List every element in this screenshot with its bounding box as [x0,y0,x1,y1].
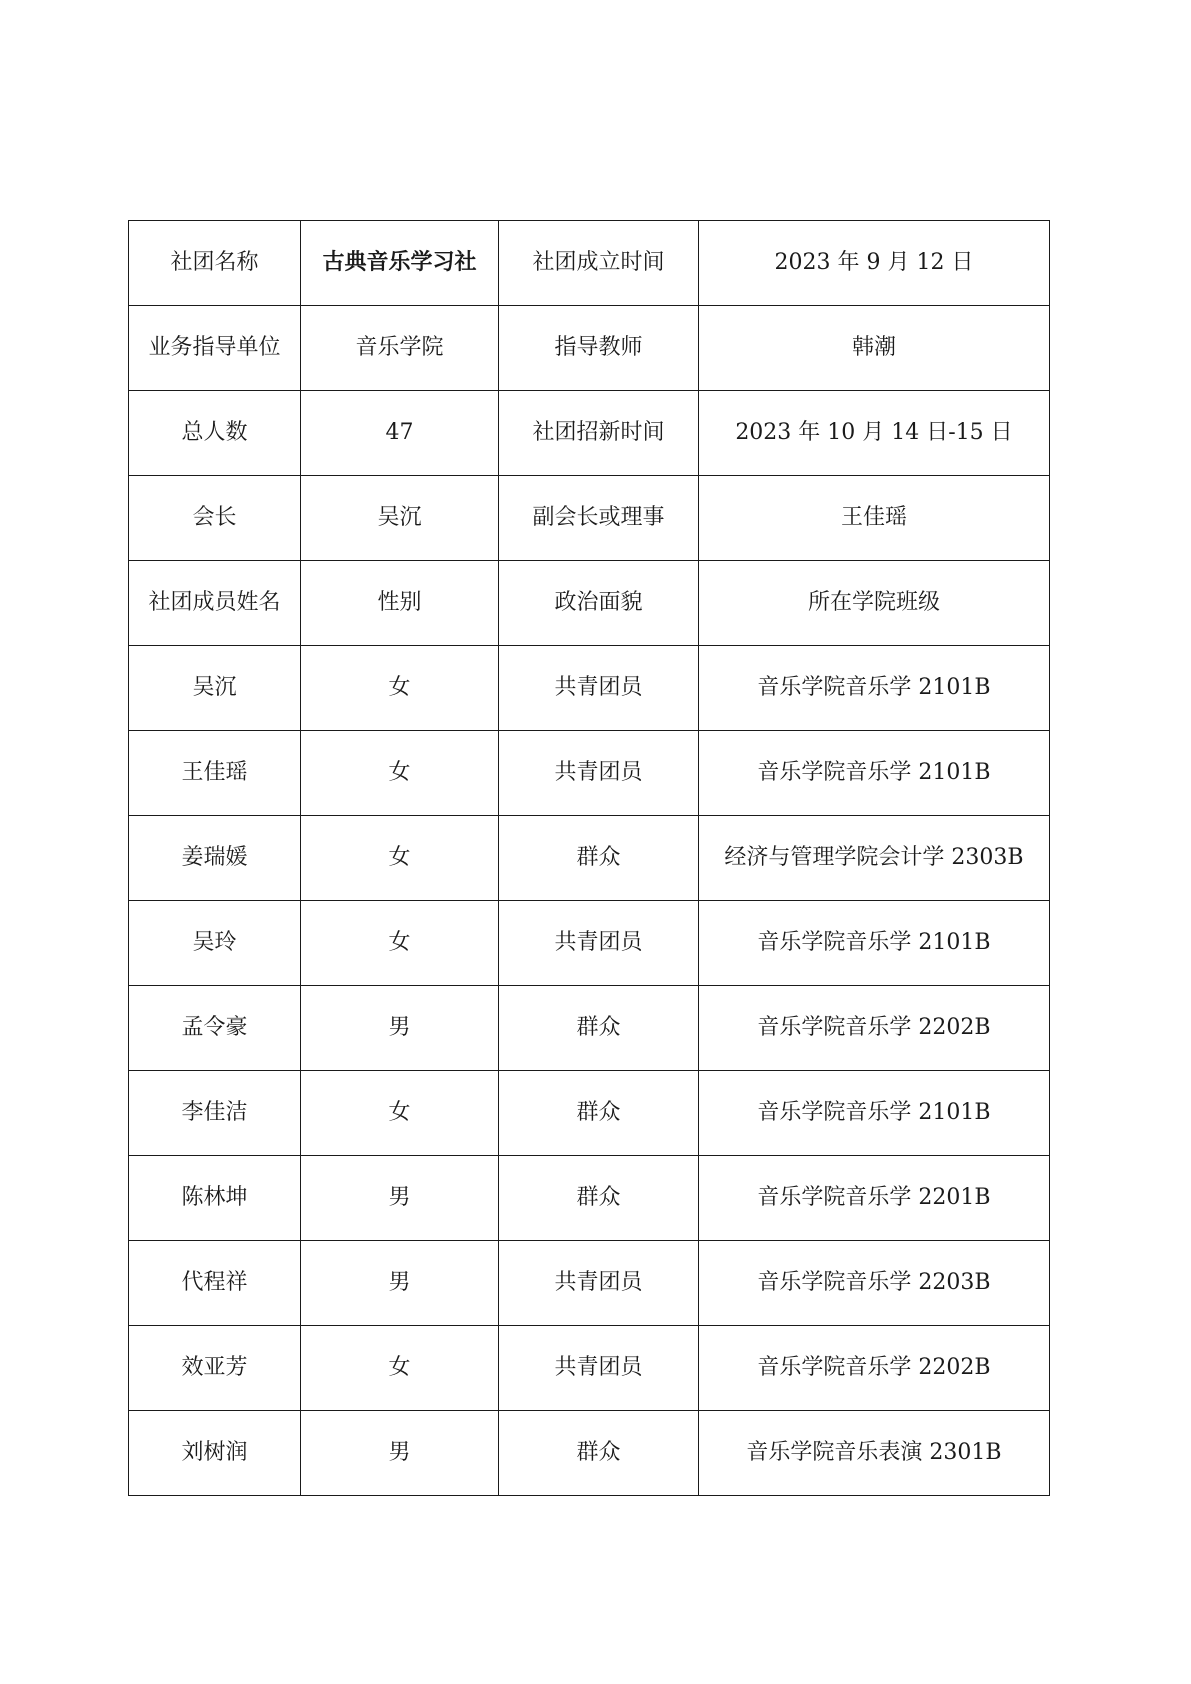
total-label: 总人数 [129,391,301,476]
member-gender: 女 [301,1071,499,1156]
member-gender: 男 [301,1411,499,1496]
member-class: 经济与管理学院会计学 2303B [699,816,1050,901]
member-class: 音乐学院音乐学 2201B [699,1156,1050,1241]
member-gender: 男 [301,986,499,1071]
member-gender: 女 [301,646,499,731]
member-gender: 男 [301,1241,499,1326]
club-roster-table [128,220,1050,1496]
member-name: 孟令豪 [129,986,301,1071]
member-row [129,1241,1050,1326]
member-class: 音乐学院音乐学 2202B [699,986,1050,1071]
member-gender: 女 [301,816,499,901]
member-name: 陈林坤 [129,1156,301,1241]
vice-label: 副会长或理事 [499,476,699,561]
unit-label: 业务指导单位 [129,306,301,391]
member-row [129,901,1050,986]
founded-value: 2023 年 9 月 12 日 [699,221,1050,306]
teacher-label: 指导教师 [499,306,699,391]
member-class: 音乐学院音乐学 2101B [699,646,1050,731]
member-political: 共青团员 [499,1241,699,1326]
member-row [129,731,1050,816]
member-class: 音乐学院音乐学 2202B [699,1326,1050,1411]
member-class: 音乐学院音乐学 2101B [699,1071,1050,1156]
club-name-value: 古典音乐学习社 [301,221,499,306]
member-name: 李佳洁 [129,1071,301,1156]
recruit-label: 社团招新时间 [499,391,699,476]
unit-value: 音乐学院 [301,306,499,391]
member-gender: 女 [301,1326,499,1411]
info-row-name [129,221,1050,306]
member-name: 姜瑞媛 [129,816,301,901]
member-class: 音乐学院音乐学 2101B [699,731,1050,816]
president-label: 会长 [129,476,301,561]
header-political: 政治面貌 [499,561,699,646]
member-political: 共青团员 [499,646,699,731]
member-class: 音乐学院音乐表演 2301B [699,1411,1050,1496]
member-name: 吴玲 [129,901,301,986]
member-name: 效亚芳 [129,1326,301,1411]
member-political: 共青团员 [499,731,699,816]
founded-label: 社团成立时间 [499,221,699,306]
header-class: 所在学院班级 [699,561,1050,646]
member-political: 群众 [499,816,699,901]
info-row-leaders [129,476,1050,561]
member-row [129,1156,1050,1241]
member-row [129,986,1050,1071]
member-political: 群众 [499,1411,699,1496]
member-name: 吴沉 [129,646,301,731]
member-name: 王佳瑶 [129,731,301,816]
member-row [129,1326,1050,1411]
member-gender: 男 [301,1156,499,1241]
member-name: 刘树润 [129,1411,301,1496]
member-political: 群众 [499,986,699,1071]
member-political: 群众 [499,1071,699,1156]
info-row-unit [129,306,1050,391]
member-row [129,1071,1050,1156]
member-class: 音乐学院音乐学 2203B [699,1241,1050,1326]
header-gender: 性别 [301,561,499,646]
member-row [129,1411,1050,1496]
member-class: 音乐学院音乐学 2101B [699,901,1050,986]
info-row-total [129,391,1050,476]
club-name-label: 社团名称 [129,221,301,306]
member-political: 群众 [499,1156,699,1241]
member-political: 共青团员 [499,1326,699,1411]
member-political: 共青团员 [499,901,699,986]
total-value: 47 [301,391,499,476]
member-name: 代程祥 [129,1241,301,1326]
member-gender: 女 [301,901,499,986]
member-header-row [129,561,1050,646]
header-member-name: 社团成员姓名 [129,561,301,646]
teacher-value: 韩潮 [699,306,1050,391]
recruit-value: 2023 年 10 月 14 日-15 日 [699,391,1050,476]
member-row [129,816,1050,901]
president-value: 吴沉 [301,476,499,561]
vice-value: 王佳瑶 [699,476,1050,561]
member-row [129,646,1050,731]
member-gender: 女 [301,731,499,816]
